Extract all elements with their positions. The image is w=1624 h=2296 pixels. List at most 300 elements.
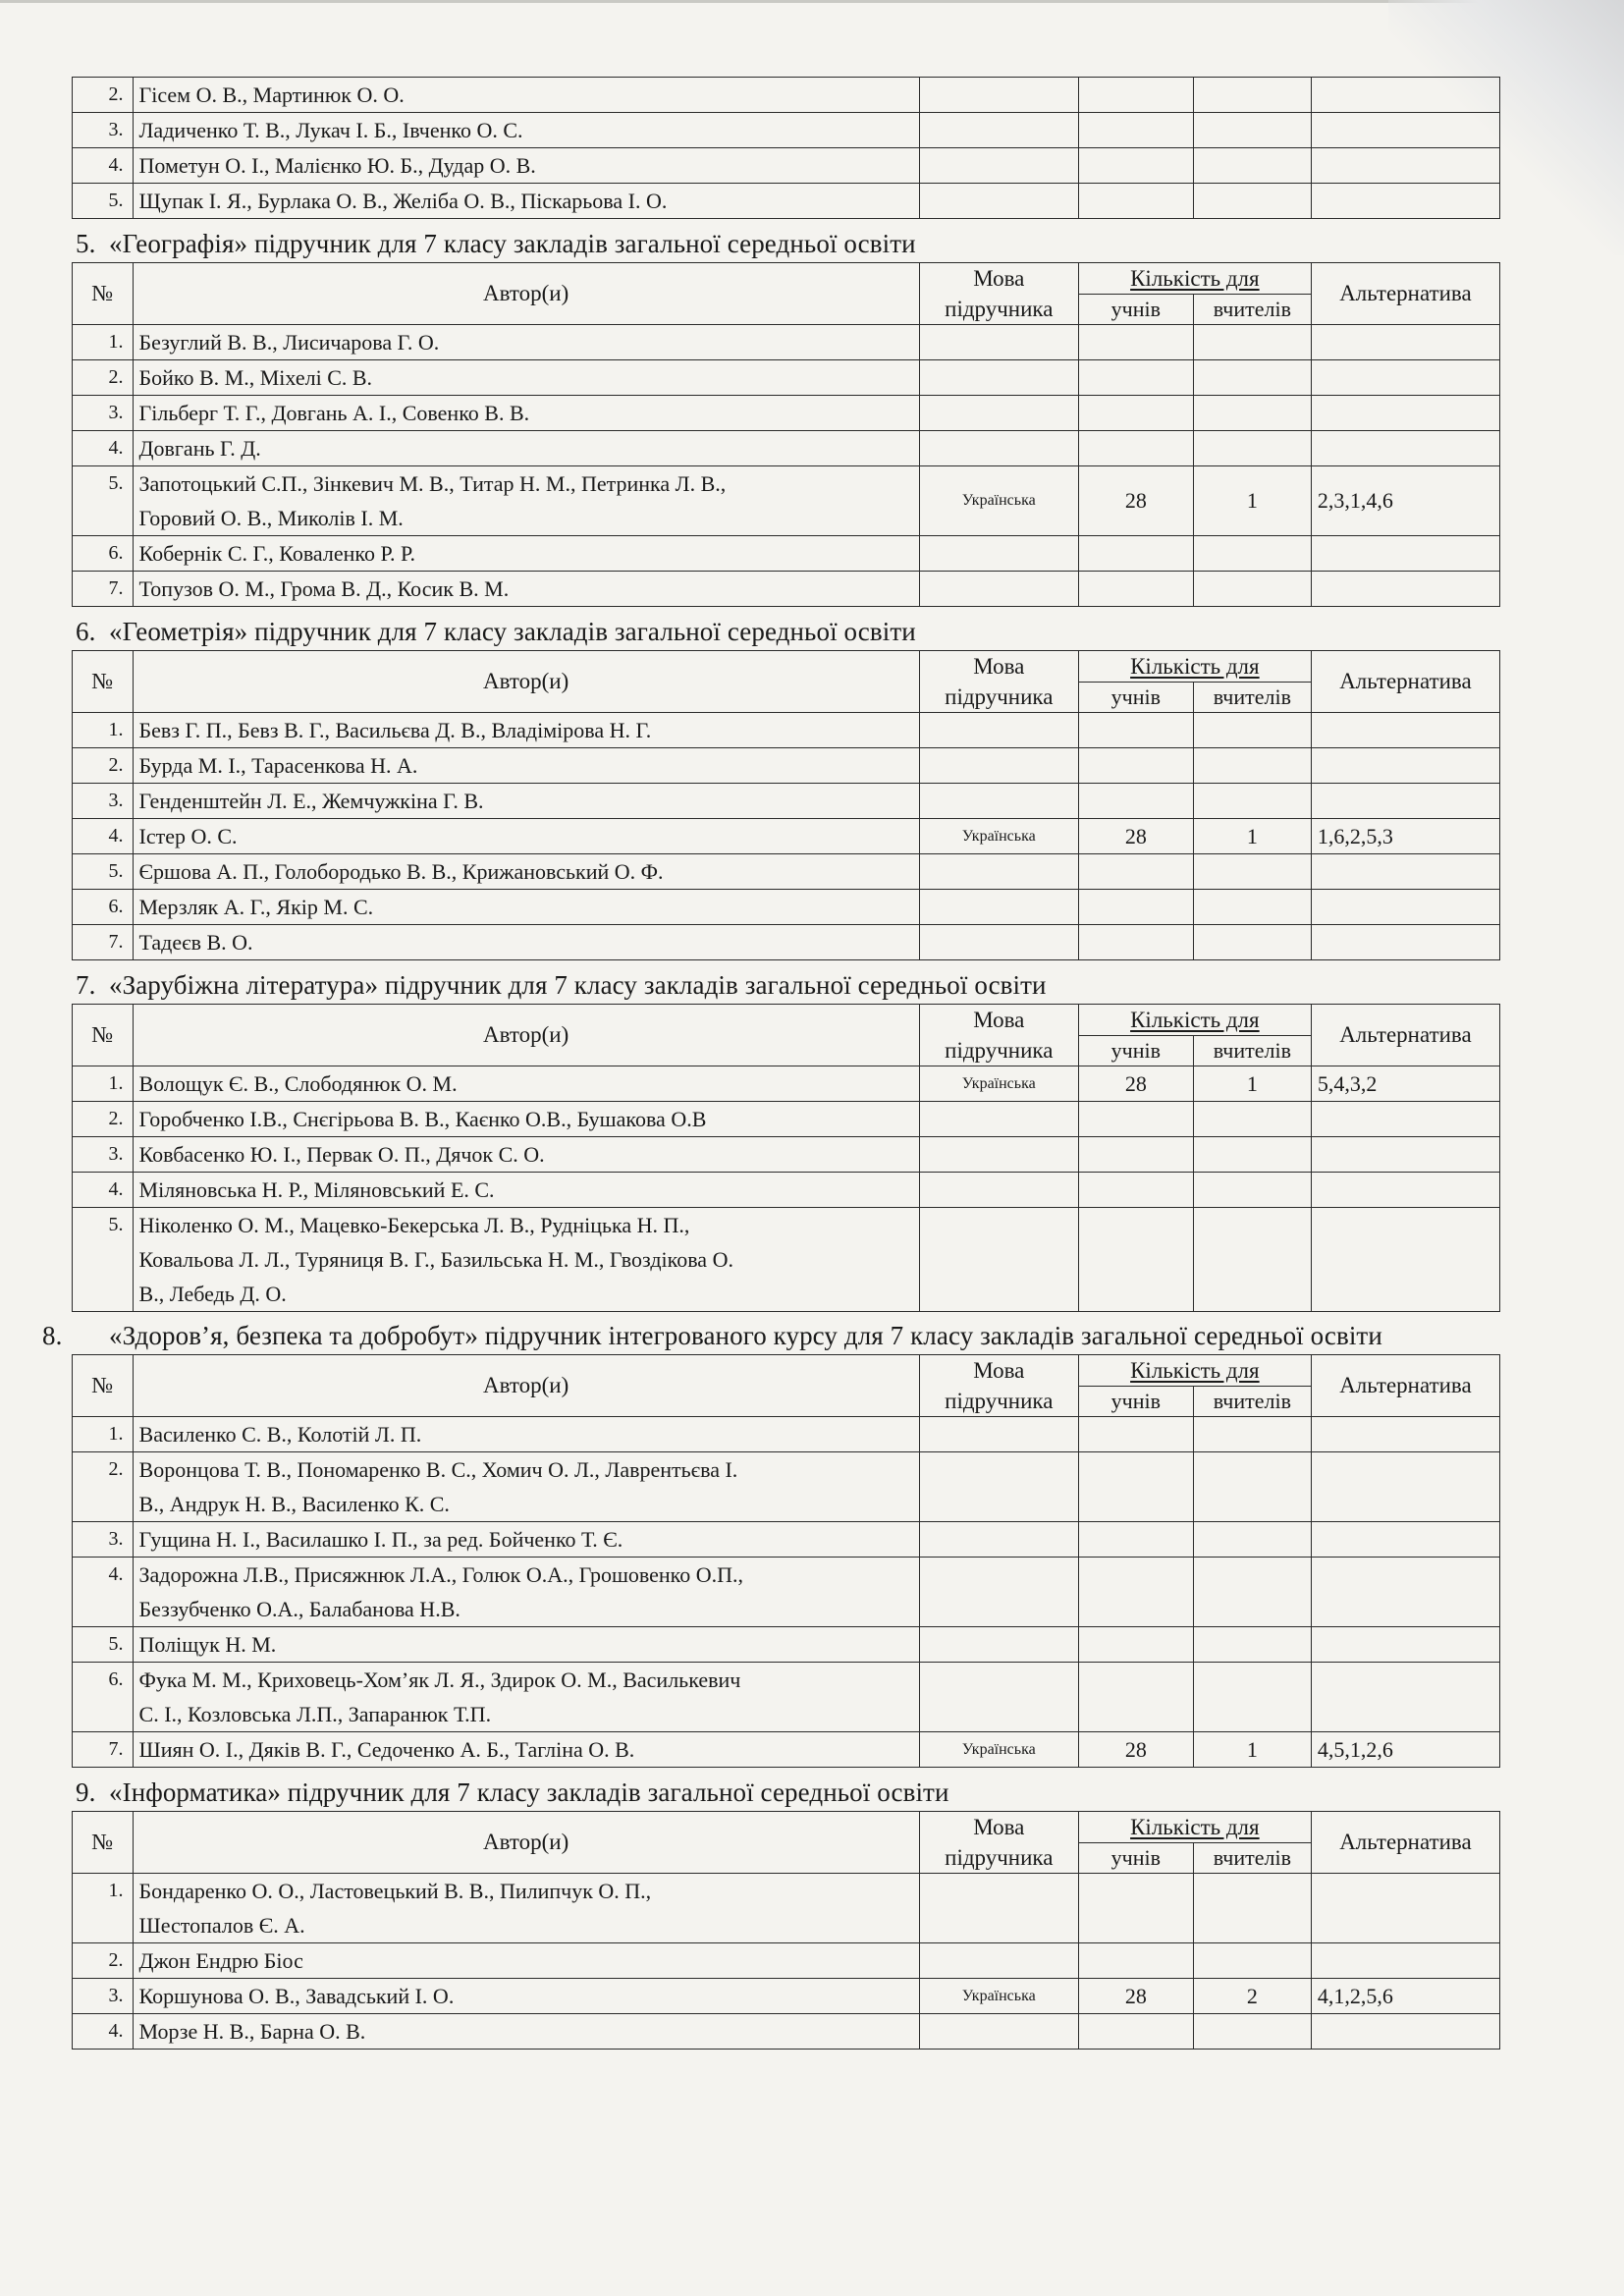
- row-number: 1.: [73, 713, 134, 748]
- row-authors: [133, 890, 919, 925]
- row-alternative: 4,1,2,5,6: [1311, 1979, 1499, 2014]
- continuation-table: [72, 77, 1500, 219]
- table-row: [73, 1173, 1500, 1208]
- table-row: [73, 1066, 1500, 1102]
- row-number: 1.: [73, 325, 134, 360]
- author-line: Топузов О. М., Грома В. Д., Косик В. М.: [138, 576, 510, 601]
- row-authors: [133, 78, 919, 113]
- row-alternative: [1311, 1452, 1499, 1522]
- row-alternative: [1311, 1874, 1499, 1943]
- author-line: Шестопалов Є. А.: [138, 1913, 305, 1938]
- author-line: Морзе Н. В., Барна О. В.: [138, 2019, 366, 2044]
- row-language: Українська: [919, 1732, 1078, 1768]
- table-row: [73, 784, 1500, 819]
- row-number: 2.: [73, 748, 134, 784]
- row-teachers-count: [1193, 1627, 1311, 1663]
- row-authors: [133, 466, 919, 536]
- row-authors: [133, 1417, 919, 1452]
- row-teachers-count: [1193, 1874, 1311, 1943]
- table-row: [73, 431, 1500, 466]
- table-row: [73, 1452, 1500, 1522]
- row-language: [919, 1102, 1078, 1137]
- row-authors: [133, 1558, 919, 1627]
- section-number: 5.: [76, 229, 96, 258]
- row-authors: [133, 572, 919, 607]
- author-line: Гісем О. В., Мартинюк О. О.: [138, 82, 405, 107]
- row-teachers-count: [1193, 1137, 1311, 1173]
- row-authors: [133, 1137, 919, 1173]
- row-students-count: 28: [1078, 819, 1193, 854]
- row-alternative: [1311, 1137, 1499, 1173]
- row-alternative: [1311, 184, 1499, 219]
- row-number: 4.: [73, 1173, 134, 1208]
- row-language: [919, 2014, 1078, 2050]
- header-count: Кількість для: [1078, 1355, 1311, 1387]
- section-number: 6.: [76, 617, 96, 646]
- author-line: Бурда М. І., Тарасенкова Н. А.: [138, 753, 418, 778]
- row-teachers-count: [1193, 536, 1311, 572]
- row-alternative: [1311, 113, 1499, 148]
- row-number: 6.: [73, 890, 134, 925]
- header-alternative: Альтернатива: [1311, 1355, 1499, 1417]
- header-teachers: вчителів: [1193, 1036, 1311, 1066]
- row-number: 5.: [73, 1627, 134, 1663]
- row-number: 1.: [73, 1066, 134, 1102]
- row-authors: [133, 1522, 919, 1558]
- row-number: 3.: [73, 396, 134, 431]
- section-number: 7.: [76, 970, 96, 1000]
- row-authors: [133, 536, 919, 572]
- row-number: 5.: [73, 854, 134, 890]
- header-count: Кількість для: [1078, 1005, 1311, 1036]
- row-alternative: [1311, 325, 1499, 360]
- row-authors: [133, 1173, 919, 1208]
- row-language: [919, 148, 1078, 184]
- row-students-count: [1078, 925, 1193, 960]
- row-teachers-count: [1193, 1417, 1311, 1452]
- row-number: 3.: [73, 1137, 134, 1173]
- section-title: [76, 613, 1500, 650]
- row-number: 4.: [73, 819, 134, 854]
- row-teachers-count: [1193, 1173, 1311, 1208]
- header-authors: Автор(и): [133, 1812, 919, 1874]
- row-teachers-count: [1193, 325, 1311, 360]
- row-students-count: [1078, 854, 1193, 890]
- author-line: Істер О. С.: [138, 824, 238, 848]
- table-row: [73, 1732, 1500, 1768]
- header-teachers: вчителів: [1193, 1843, 1311, 1874]
- author-line: Ковальова Л. Л., Туряниця В. Г., Базильська Н. М., Гвоздікова О.: [138, 1247, 733, 1272]
- row-authors: [133, 784, 919, 819]
- row-language: [919, 1137, 1078, 1173]
- row-authors: [133, 1663, 919, 1732]
- textbook-table: [72, 1811, 1500, 2050]
- row-teachers-count: [1193, 1208, 1311, 1312]
- table-row: [73, 325, 1500, 360]
- row-alternative: [1311, 854, 1499, 890]
- row-alternative: [1311, 713, 1499, 748]
- row-authors: [133, 396, 919, 431]
- row-language: Українська: [919, 1979, 1078, 2014]
- row-students-count: 28: [1078, 1979, 1193, 2014]
- header-no: №: [73, 1812, 134, 1874]
- header-authors: Автор(и): [133, 1355, 919, 1417]
- header-alternative: Альтернатива: [1311, 1005, 1499, 1066]
- section-title: [76, 1774, 1500, 1811]
- table-row: [73, 1874, 1500, 1943]
- row-language: [919, 431, 1078, 466]
- header-teachers: вчителів: [1193, 1387, 1311, 1417]
- row-authors: [133, 113, 919, 148]
- row-language: [919, 1663, 1078, 1732]
- row-authors: [133, 1627, 919, 1663]
- row-language: Українська: [919, 819, 1078, 854]
- row-alternative: [1311, 748, 1499, 784]
- row-language: [919, 1558, 1078, 1627]
- table-row: [73, 184, 1500, 219]
- header-count: Кількість для: [1078, 263, 1311, 295]
- header-language: Мова підручника: [919, 1355, 1078, 1417]
- row-number: 2.: [73, 360, 134, 396]
- author-line: Горобченко І.В., Снєгірьова В. В., Каєнко О.В., Бушакова О.В: [138, 1107, 707, 1131]
- row-number: 5.: [73, 1208, 134, 1312]
- row-alternative: [1311, 1173, 1499, 1208]
- row-students-count: [1078, 1627, 1193, 1663]
- row-students-count: [1078, 2014, 1193, 2050]
- header-students: учнів: [1078, 1387, 1193, 1417]
- table-row: [73, 1979, 1500, 2014]
- header-authors: Автор(и): [133, 263, 919, 325]
- header-no: №: [73, 263, 134, 325]
- section-title-line: «Здоров’я, безпека та добробут» підручник інтегрованого курсу для 7 класу закладів загальної: [109, 1321, 1188, 1350]
- header-no: №: [73, 1005, 134, 1066]
- row-authors: [133, 1102, 919, 1137]
- row-authors: [133, 748, 919, 784]
- row-authors: [133, 819, 919, 854]
- row-teachers-count: [1193, 396, 1311, 431]
- author-line: В., Андрук Н. В., Василенко К. С.: [138, 1492, 450, 1516]
- header-language: Мова підручника: [919, 1812, 1078, 1874]
- row-teachers-count: 1: [1193, 1732, 1311, 1768]
- row-students-count: [1078, 78, 1193, 113]
- header-count: Кількість для: [1078, 1812, 1311, 1843]
- row-language: [919, 784, 1078, 819]
- table-row: [73, 1558, 1500, 1627]
- header-alternative: Альтернатива: [1311, 651, 1499, 713]
- header-students: учнів: [1078, 295, 1193, 325]
- row-language: [919, 325, 1078, 360]
- row-students-count: [1078, 1102, 1193, 1137]
- row-students-count: [1078, 748, 1193, 784]
- row-students-count: 28: [1078, 1066, 1193, 1102]
- row-alternative: [1311, 890, 1499, 925]
- author-line: Поліщук Н. М.: [138, 1632, 277, 1657]
- row-authors: [133, 1979, 919, 2014]
- author-line: Безуглий В. В., Лисичарова Г. О.: [138, 330, 440, 355]
- header-authors: Автор(и): [133, 1005, 919, 1066]
- row-number: 2.: [73, 78, 134, 113]
- row-teachers-count: [1193, 360, 1311, 396]
- row-alternative: [1311, 396, 1499, 431]
- row-alternative: 4,5,1,2,6: [1311, 1732, 1499, 1768]
- table-row: [73, 890, 1500, 925]
- row-number: 6.: [73, 1663, 134, 1732]
- row-language: [919, 1874, 1078, 1943]
- row-alternative: [1311, 925, 1499, 960]
- row-language: [919, 1452, 1078, 1522]
- row-number: 3.: [73, 113, 134, 148]
- author-line: Кобернік С. Г., Коваленко Р. Р.: [138, 541, 415, 566]
- author-line: Задорожна Л.В., Присяжнюк Л.А., Голюк О.А., Грошовенко О.П.,: [138, 1562, 744, 1587]
- row-students-count: [1078, 1558, 1193, 1627]
- row-number: 3.: [73, 1979, 134, 2014]
- header-no: №: [73, 1355, 134, 1417]
- row-students-count: [1078, 1137, 1193, 1173]
- row-teachers-count: [1193, 572, 1311, 607]
- row-number: 5.: [73, 184, 134, 219]
- row-number: 4.: [73, 1558, 134, 1627]
- row-language: Українська: [919, 1066, 1078, 1102]
- row-teachers-count: 1: [1193, 466, 1311, 536]
- row-number: 3.: [73, 1522, 134, 1558]
- row-teachers-count: [1193, 113, 1311, 148]
- row-number: 3.: [73, 784, 134, 819]
- row-students-count: 28: [1078, 1732, 1193, 1768]
- row-students-count: [1078, 360, 1193, 396]
- author-line: Ладиченко Т. В., Лукач І. Б., Івченко О. С.: [138, 118, 523, 142]
- row-students-count: [1078, 431, 1193, 466]
- row-number: 4.: [73, 148, 134, 184]
- author-line: Волощук Є. В., Слободянюк О. М.: [138, 1071, 458, 1096]
- row-number: 5.: [73, 466, 134, 536]
- row-alternative: [1311, 572, 1499, 607]
- row-students-count: [1078, 1663, 1193, 1732]
- row-number: 2.: [73, 1943, 134, 1979]
- row-teachers-count: [1193, 1452, 1311, 1522]
- row-language: [919, 113, 1078, 148]
- row-alternative: [1311, 1663, 1499, 1732]
- row-students-count: [1078, 536, 1193, 572]
- row-number: 7.: [73, 925, 134, 960]
- row-teachers-count: [1193, 890, 1311, 925]
- row-teachers-count: [1193, 854, 1311, 890]
- table-row: [73, 1663, 1500, 1732]
- author-line: Горовий О. В., Миколів І. М.: [138, 506, 404, 530]
- author-line: Гущина Н. І., Василашко І. П., за ред. Бойченко Т. Є.: [138, 1527, 623, 1552]
- table-row: [73, 1943, 1500, 1979]
- row-language: [919, 748, 1078, 784]
- row-alternative: 2,3,1,4,6: [1311, 466, 1499, 536]
- row-authors: [133, 2014, 919, 2050]
- header-no: №: [73, 651, 134, 713]
- row-teachers-count: [1193, 1663, 1311, 1732]
- row-language: [919, 1417, 1078, 1452]
- row-language: [919, 1943, 1078, 1979]
- row-authors: [133, 854, 919, 890]
- table-row: [73, 148, 1500, 184]
- author-line: Коршунова О. В., Завадський І. О.: [138, 1984, 455, 2008]
- row-students-count: [1078, 1874, 1193, 1943]
- row-authors: [133, 925, 919, 960]
- table-row: [73, 1522, 1500, 1558]
- row-language: [919, 360, 1078, 396]
- table-row: [73, 819, 1500, 854]
- table-row: [73, 854, 1500, 890]
- table-row: [73, 536, 1500, 572]
- row-teachers-count: [1193, 78, 1311, 113]
- row-authors: [133, 360, 919, 396]
- table-row: [73, 748, 1500, 784]
- section-title-text: «Інформатика» підручник для 7 класу закладів загальної середньої освіти: [109, 1777, 949, 1807]
- row-students-count: [1078, 148, 1193, 184]
- row-language: [919, 78, 1078, 113]
- row-authors: [133, 1732, 919, 1768]
- row-alternative: [1311, 2014, 1499, 2050]
- author-line: Довгань Г. Д.: [138, 436, 261, 461]
- row-alternative: [1311, 148, 1499, 184]
- row-teachers-count: [1193, 1102, 1311, 1137]
- row-language: [919, 890, 1078, 925]
- row-alternative: [1311, 536, 1499, 572]
- section-number: 8.: [42, 1321, 63, 1350]
- row-authors: [133, 325, 919, 360]
- row-alternative: [1311, 1558, 1499, 1627]
- author-line: Запотоцький С.П., Зінкевич М. В., Титар Н. М., Петринка Л. В.,: [138, 471, 727, 496]
- section-title-text: «Географія» підручник для 7 класу закладів загальної середньої освіти: [109, 229, 916, 258]
- row-alternative: 5,4,3,2: [1311, 1066, 1499, 1102]
- author-line: Беззубченко О.А., Балабанова Н.В.: [138, 1597, 460, 1621]
- row-number: 1.: [73, 1874, 134, 1943]
- header-teachers: вчителів: [1193, 295, 1311, 325]
- row-students-count: [1078, 1173, 1193, 1208]
- author-line: С. І., Козловська Л.П., Запаранюк Т.П.: [138, 1702, 492, 1726]
- row-students-count: [1078, 396, 1193, 431]
- page-top-edge: [0, 0, 1624, 3]
- table-row: [73, 466, 1500, 536]
- header-teachers: вчителів: [1193, 683, 1311, 713]
- row-language: [919, 713, 1078, 748]
- author-line: Пометун О. І., Малієнко Ю. Б., Дудар О. В.: [138, 153, 536, 178]
- row-students-count: [1078, 784, 1193, 819]
- section-title: [76, 225, 1500, 262]
- author-line: Тадеєв В. О.: [138, 930, 253, 955]
- row-teachers-count: [1193, 713, 1311, 748]
- row-teachers-count: [1193, 148, 1311, 184]
- row-authors: [133, 1452, 919, 1522]
- row-number: 7.: [73, 572, 134, 607]
- table-row: [73, 925, 1500, 960]
- header-students: учнів: [1078, 1843, 1193, 1874]
- textbook-table: [72, 1354, 1500, 1768]
- row-authors: [133, 148, 919, 184]
- row-teachers-count: [1193, 1943, 1311, 1979]
- author-line: Бондаренко О. О., Ластовецький В. В., Пилипчук О. П.,: [138, 1879, 652, 1903]
- header-students: учнів: [1078, 683, 1193, 713]
- row-alternative: [1311, 1627, 1499, 1663]
- row-language: [919, 1173, 1078, 1208]
- table-row: [73, 1208, 1500, 1312]
- author-line: В., Лебедь Д. О.: [138, 1282, 287, 1306]
- section-title-line: середньої освіти: [1193, 1321, 1382, 1350]
- row-teachers-count: [1193, 925, 1311, 960]
- row-authors: [133, 184, 919, 219]
- table-row: [73, 572, 1500, 607]
- row-number: 2.: [73, 1102, 134, 1137]
- document-body: [42, 77, 1500, 2050]
- textbook-table: [72, 1004, 1500, 1312]
- section-title: [76, 966, 1500, 1004]
- section-number: 9.: [76, 1777, 96, 1807]
- row-authors: [133, 1066, 919, 1102]
- header-alternative: Альтернатива: [1311, 1812, 1499, 1874]
- row-authors: [133, 1874, 919, 1943]
- table-row: [73, 396, 1500, 431]
- row-students-count: [1078, 1208, 1193, 1312]
- row-students-count: [1078, 1417, 1193, 1452]
- table-row: [73, 1627, 1500, 1663]
- table-row: [73, 113, 1500, 148]
- row-teachers-count: 2: [1193, 1979, 1311, 2014]
- textbook-table: [72, 262, 1500, 607]
- header-authors: Автор(и): [133, 651, 919, 713]
- row-teachers-count: 1: [1193, 819, 1311, 854]
- author-line: Василенко С. В., Колотій Л. П.: [138, 1422, 422, 1447]
- row-alternative: [1311, 1102, 1499, 1137]
- author-line: Ніколенко О. М., Мацевко-Бекерська Л. В., Рудніцька Н. П.,: [138, 1213, 690, 1237]
- row-students-count: [1078, 572, 1193, 607]
- author-line: Бевз Г. П., Бевз В. Г., Васильєва Д. В., Владімірова Н. Г.: [138, 718, 652, 742]
- section-title-text: «Зарубіжна література» підручник для 7 класу закладів загальної середньої освіти: [109, 970, 1047, 1000]
- row-teachers-count: [1193, 784, 1311, 819]
- author-line: Шиян О. І., Дяків В. Г., Седоченко А. Б., Тагліна О. В.: [138, 1737, 635, 1762]
- header-language: Мова підручника: [919, 651, 1078, 713]
- section-title: [42, 1318, 1500, 1354]
- row-number: 4.: [73, 431, 134, 466]
- author-line: Мерзляк А. Г., Якір М. С.: [138, 895, 374, 919]
- row-alternative: [1311, 431, 1499, 466]
- row-alternative: [1311, 78, 1499, 113]
- row-language: [919, 184, 1078, 219]
- author-line: Єршова А. П., Голобородько В. В., Крижановський О. Ф.: [138, 859, 664, 884]
- table-row: [73, 713, 1500, 748]
- row-language: [919, 572, 1078, 607]
- author-line: Щупак І. Я., Бурлака О. В., Желіба О. В., Піскарьова І. О.: [138, 189, 668, 213]
- row-authors: [133, 1208, 919, 1312]
- row-language: [919, 1627, 1078, 1663]
- row-alternative: [1311, 1208, 1499, 1312]
- row-alternative: [1311, 1522, 1499, 1558]
- author-line: Джон Ендрю Біос: [138, 1948, 303, 1973]
- row-students-count: [1078, 713, 1193, 748]
- row-authors: [133, 713, 919, 748]
- row-teachers-count: [1193, 1522, 1311, 1558]
- author-line: Фука М. М., Криховець-Хом’як Л. Я., Здирок О. М., Василькевич: [138, 1667, 741, 1692]
- row-students-count: [1078, 113, 1193, 148]
- row-students-count: [1078, 1452, 1193, 1522]
- author-line: Гільберг Т. Г., Довгань А. І., Совенко В. В.: [138, 401, 530, 425]
- row-alternative: [1311, 784, 1499, 819]
- row-teachers-count: [1193, 1558, 1311, 1627]
- table-row: [73, 78, 1500, 113]
- row-alternative: 1,6,2,5,3: [1311, 819, 1499, 854]
- row-language: [919, 396, 1078, 431]
- row-alternative: [1311, 1943, 1499, 1979]
- row-language: [919, 1208, 1078, 1312]
- row-teachers-count: [1193, 431, 1311, 466]
- header-language: Мова підручника: [919, 263, 1078, 325]
- author-line: Бойко В. М., Міхелі С. В.: [138, 365, 373, 390]
- row-students-count: [1078, 890, 1193, 925]
